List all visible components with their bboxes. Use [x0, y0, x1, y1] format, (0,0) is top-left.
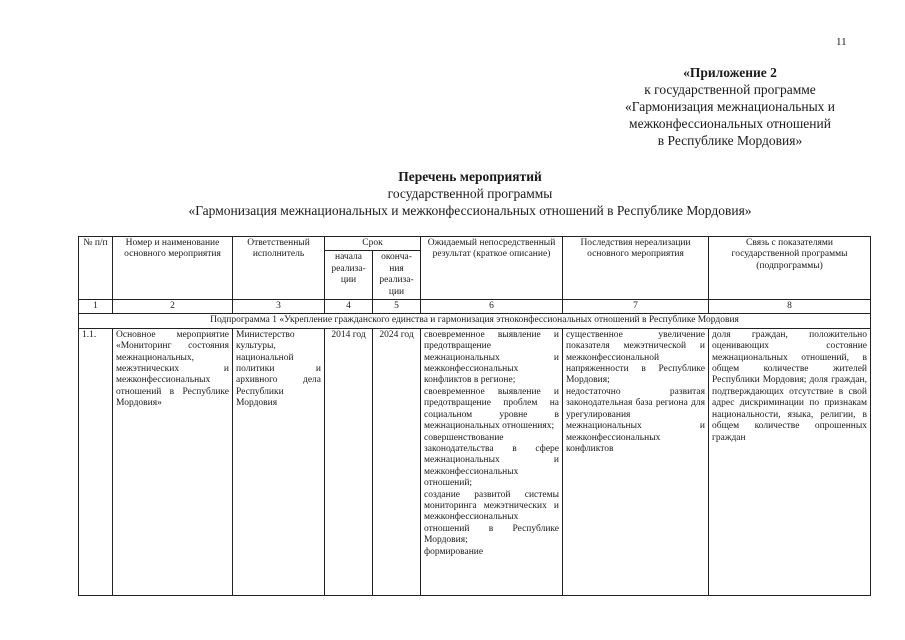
column-number: 5: [373, 300, 421, 314]
header-term: Срок: [325, 237, 421, 251]
document-heading: [90, 168, 850, 219]
header-result: Ожидаемый непосредственный результат (краткое описание): [421, 237, 563, 300]
header-consequences: Последствия нереализации основного мероприятия: [563, 237, 709, 300]
appendix-block: [580, 64, 880, 149]
consequence-item: существенное увеличение показателя межэтнической и межконфессиональной напряженности в Республике Мордовия;: [566, 329, 706, 386]
header-executor: Ответственный исполнитель: [233, 237, 325, 300]
appendix-title: «Приложение 2: [683, 65, 777, 80]
appendix-line: в Республике Мордовия»: [657, 133, 803, 148]
row-consequences: [563, 328, 709, 595]
result-item: формирование: [424, 546, 484, 557]
row-end: 2024 год: [373, 328, 421, 595]
result-item: своевременное выявление и предотвращение проблем на социальном уровне в межнациональных отношениях;: [424, 386, 560, 432]
row-name: Основное мероприятие «Мониторинг состояния межнациональных, межэтнических и межконфессиональных отношений в Республике Мордовия»: [113, 328, 233, 595]
column-number: 6: [421, 300, 563, 314]
header-start: начала реализа-ции: [325, 251, 373, 300]
page-number: 11: [836, 36, 847, 48]
row-start: 2014 год: [325, 328, 373, 595]
header-indicators: Связь с показателями государственной программы (подпрограммы): [709, 237, 871, 300]
appendix-line: «Гармонизация межнациональных и: [624, 99, 835, 114]
heading-title: Перечень мероприятий: [398, 169, 542, 184]
column-number: 2: [113, 300, 233, 314]
heading-line: государственной программы: [387, 186, 553, 201]
column-number: 3: [233, 300, 325, 314]
appendix-line: межконфессиональных отношений: [629, 116, 831, 131]
row-indicators: доля граждан, положительно оценивающих состояние межнациональных отношений, в общем количестве жителей Республики Мордовия; доля граждан, подтверждающих отсутствие в свой адрес дискриминации по признакам национальности, языка, религии, в общем количестве опрошенных граждан: [709, 328, 871, 595]
row-result: [421, 328, 563, 595]
column-number: 8: [709, 300, 871, 314]
table-row: [79, 328, 871, 595]
result-item: совершенствование законодательства в сфере межнациональных и межконфессиональных отношений;: [424, 432, 560, 489]
column-number: 4: [325, 300, 373, 314]
header-num: № п/п: [79, 237, 113, 300]
consequence-item: недостаточно развитая законодательная база региона для урегулирования межнациональных и межконфессиональных конфликтов: [566, 386, 706, 454]
header-end: оконча-ния реализа-ции: [373, 251, 421, 300]
result-item: своевременное выявление и предотвращение межнациональных и межконфессиональных конфликтов в регионе;: [424, 329, 560, 386]
row-num: 1.1.: [79, 328, 113, 595]
measures-table: [78, 236, 871, 596]
row-executor: Министерство культуры, национальной политики и архивного дела Республики Мордовия: [233, 328, 325, 595]
header-name: Номер и наименование основного мероприятия: [113, 237, 233, 300]
heading-line: «Гармонизация межнациональных и межконфессиональных отношений в Республике Мордовия»: [188, 203, 752, 218]
table-header-row: [79, 237, 871, 251]
appendix-line: к государственной программе: [644, 82, 816, 97]
column-number: 1: [79, 300, 113, 314]
column-number: 7: [563, 300, 709, 314]
subprogram-title: Подпрограмма 1 «Укрепление гражданского единства и гармонизация этноконфессиональных отношений в Республике Мордовия: [79, 314, 871, 328]
subprogram-row: [79, 314, 871, 328]
column-number-row: [79, 300, 871, 314]
result-item: создание развитой системы мониторинга межэтнических и межконфессиональных отношений в Республике Мордовия;: [424, 489, 560, 546]
